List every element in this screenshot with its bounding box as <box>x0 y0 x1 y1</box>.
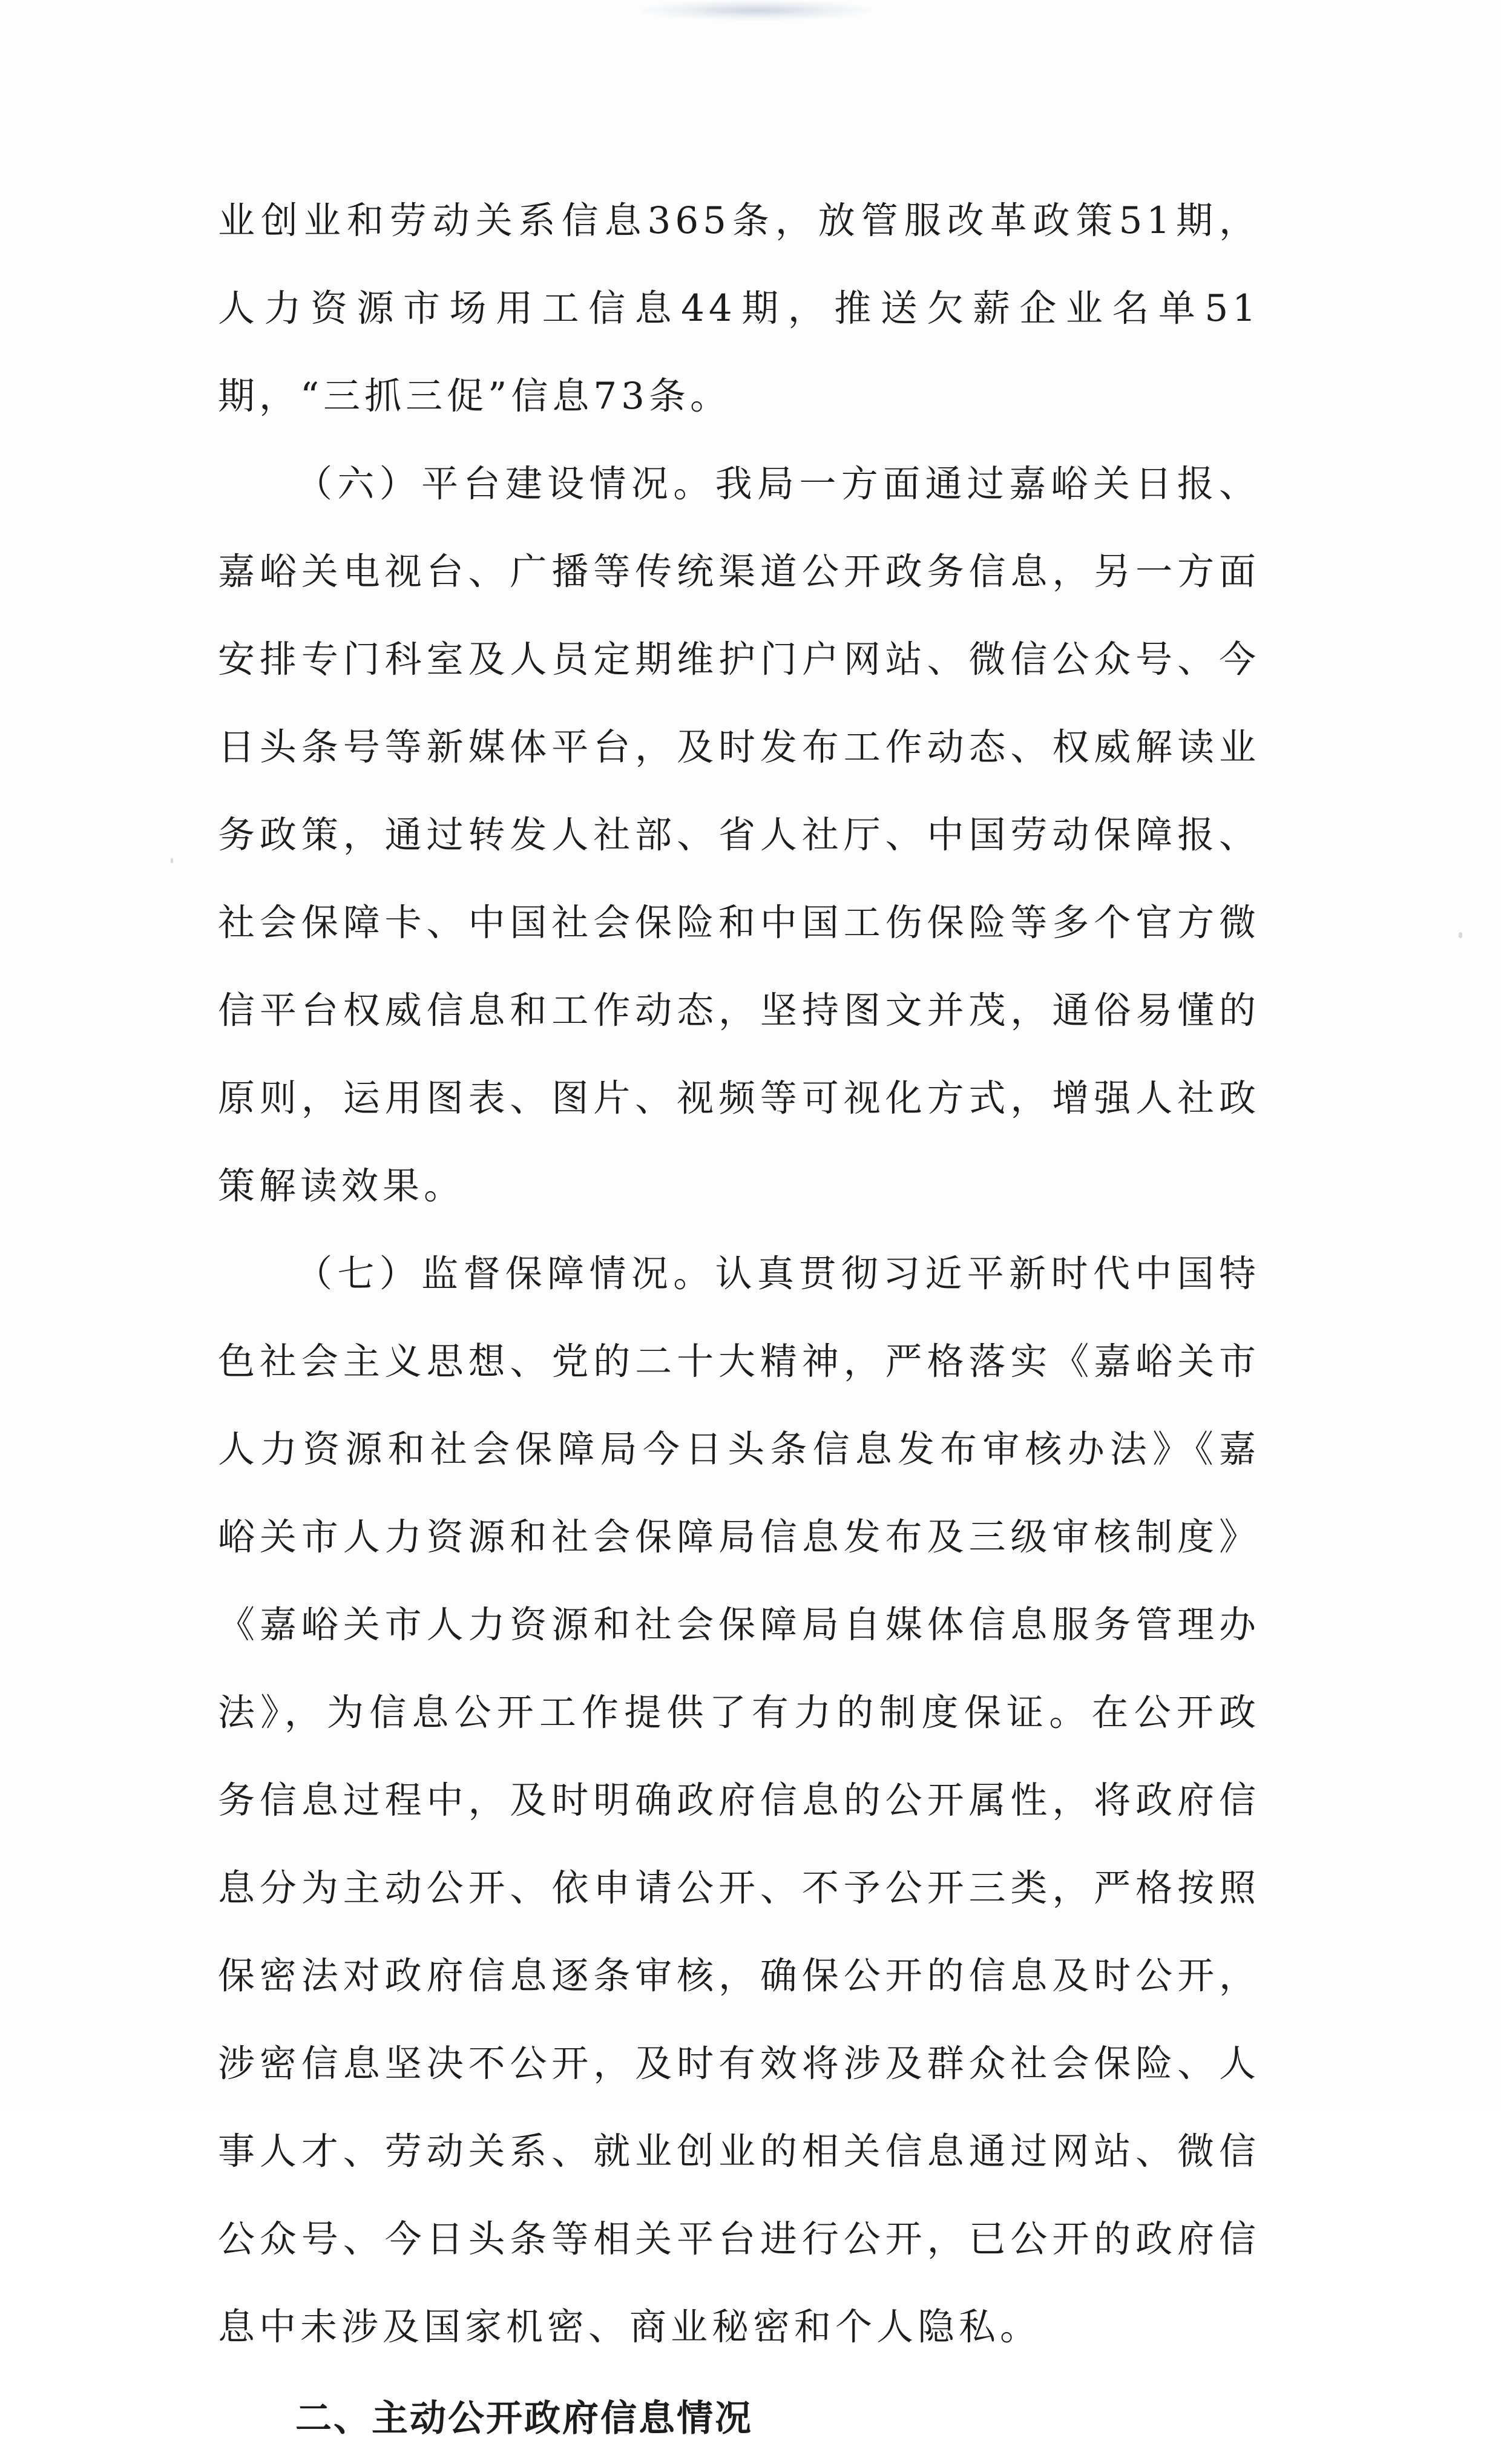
paragraph-platform-construction: （六）平台建设情况。我局一方面通过嘉峪关日报、嘉峪关电视台、广播等传统渠道公开政务信息，另一方面安排专门科室及人员定期维护门户网站、微信公众号、今日头条号等新媒体平台，及时发布工作动态、权威解读业务政策，通过转发人社部、省人社厅、中国劳动保障报、社会保障卡、中国社会保险和中国工伤保险等多个官方微信平台权威信息和工作动态，坚持图文并茂，通俗易懂的原则，运用图表、图片、视频等可视化方式，增强人社政策解读效果。 <box>218 462 1260 1207</box>
section-heading: 二、主动公开政府信息情况 <box>295 2397 753 2440</box>
paragraph-supervision-guarantee: （七）监督保障情况。认真贯彻习近平新时代中国特色社会主义思想、党的二十大精神，严格落实《嘉峪关市人力资源和社会保障局今日头条信息发布审核办法》《嘉峪关市人力资源和社会保障局信息发布及三级审核制度》《嘉峪关市人力资源和社会保障局自媒体信息服务管理办法》，为信息公开工作提供了有力的制度保证。在公开政务信息过程中，及时明确政府信息的公开属性，将政府信息分为主动公开、依申请公开、不予公开三类，严格按照保密法对政府信息逐条审核，确保公开的信息及时公开，涉密信息坚决不公开，及时有效将涉及群众社会保险、人事人才、劳动关系、就业创业的相关信息通过网站、微信公众号、今日头条等相关平台进行公开，已公开的政府信息中未涉及国家机密、商业秘密和个人隐私。 <box>218 1252 1260 2348</box>
scan-speck <box>171 858 173 863</box>
scan-artifact <box>642 0 872 21</box>
document-body <box>218 177 1260 2464</box>
scan-speck <box>1459 932 1462 938</box>
paragraph-continuation: 业创业和劳动关系信息365条，放管服改革政策51期，人力资源市场用工信息44期，推送欠薪企业名单51期，“三抓三促”信息73条。 <box>218 199 1260 418</box>
